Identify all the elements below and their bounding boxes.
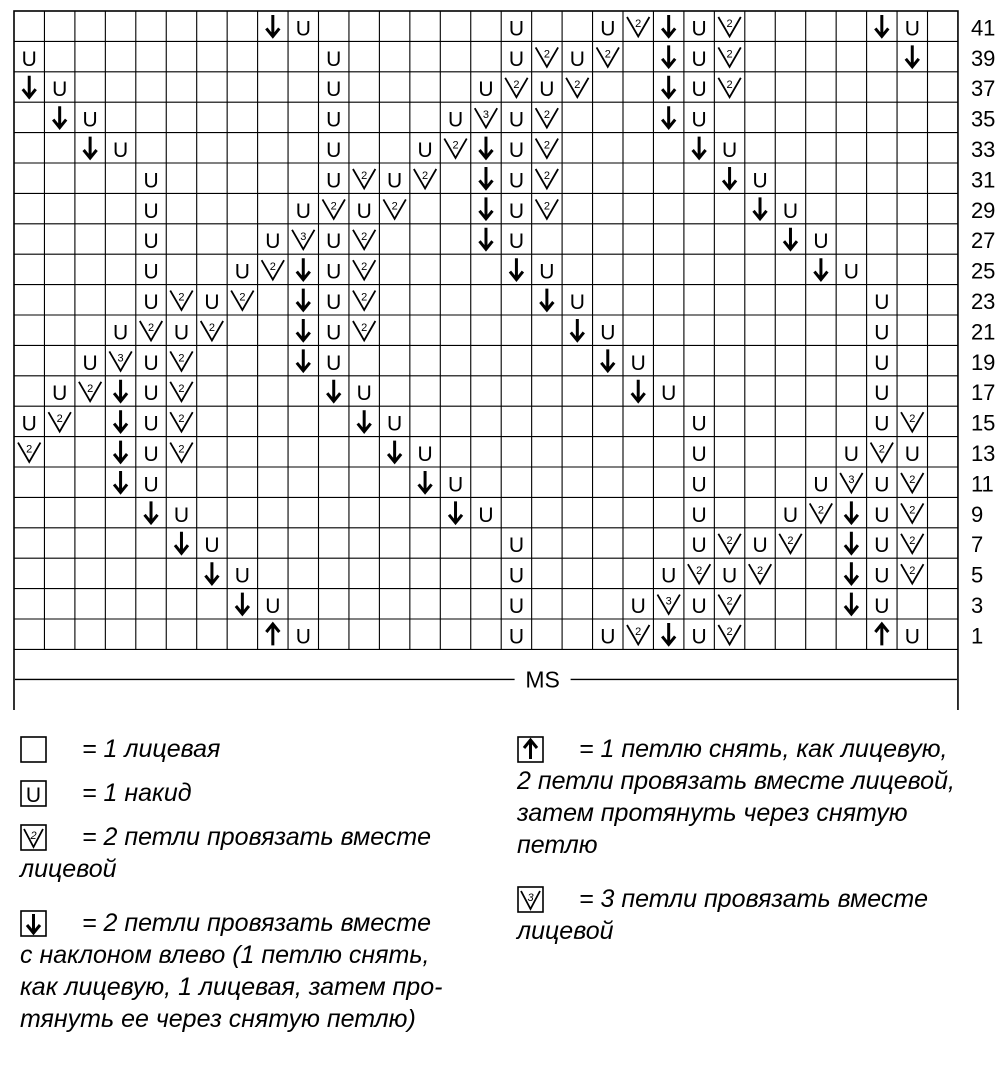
yarn-over-mark: U: [143, 169, 159, 193]
legend-k3tog-text: = 3 петли провязать вместе лицевой: [517, 885, 929, 945]
legend-left: [20, 733, 490, 1057]
legend-yarn-over-text: = 1 накид: [82, 779, 192, 807]
legend-yarn-over-symbol: [20, 780, 47, 807]
yarn-over-mark: U: [691, 595, 707, 618]
yarn-over-mark: U: [295, 625, 311, 649]
ssk-arrow-down: [662, 106, 675, 127]
yarn-over-mark: U: [874, 291, 890, 314]
ms-label: MS: [525, 666, 560, 693]
yarn-over-mark: U: [508, 534, 525, 558]
yarn-over-mark: U: [143, 199, 159, 223]
k2tog-label: 2: [208, 322, 215, 334]
k2tog-label: 2: [361, 170, 368, 182]
yarn-over-mark: U: [508, 47, 525, 71]
yarn-over-mark: U: [813, 230, 829, 254]
yarn-over-mark: U: [843, 260, 859, 284]
yarn-over-mark: U: [326, 139, 342, 162]
yarn-over-mark: U: [508, 169, 525, 193]
ssk-arrow-down: [23, 76, 36, 97]
ssk-arrow-down: [845, 562, 858, 583]
yarn-over-mark: U: [417, 139, 433, 162]
legend-k3tog-symbol: [517, 886, 544, 913]
yarn-over-mark: U: [112, 321, 129, 345]
k2tog-label: 2: [909, 504, 916, 517]
legend-yarn-over: [20, 777, 490, 821]
ssk-arrow-down: [662, 15, 675, 36]
ssk-arrow-down: [327, 380, 340, 401]
k2tog-label: 2: [269, 261, 276, 274]
yarn-over-mark: U: [112, 139, 129, 162]
legend-sk2p-text: = 1 петлю снять, как лицевую, 2 петли провязать вместе лицевой, затем протянуть через снятую петлю: [517, 735, 955, 859]
yarn-over-mark: U: [508, 17, 525, 41]
yarn-over-mark: U: [721, 139, 738, 162]
ssk-arrow-down: [297, 319, 310, 340]
yarn-over-mark: U: [904, 625, 920, 649]
k2tog-label: 2: [178, 352, 185, 365]
ssk-arrow-down: [540, 289, 553, 310]
yarn-over-mark: U: [569, 47, 585, 71]
k2tog-label: 2: [817, 504, 824, 517]
ssk-arrow-down: [84, 137, 97, 158]
yarn-over-mark: U: [204, 534, 220, 558]
yarn-over-mark: U: [539, 78, 555, 102]
k2tog-label: 2: [361, 261, 368, 274]
yarn-over-mark: U: [295, 17, 311, 41]
legend-knit: [20, 733, 490, 777]
yarn-over-mark: U: [691, 47, 707, 71]
row-number: 11: [970, 471, 994, 497]
ssk-arrow-down: [297, 289, 310, 310]
ssk-arrow-down: [388, 441, 401, 462]
yarn-over-mark: U: [143, 382, 159, 406]
yarn-over-mark: U: [691, 412, 707, 436]
yarn-over-mark: U: [661, 564, 677, 588]
k2tog-label: 2: [56, 413, 63, 426]
k3tog-label: 3: [117, 352, 124, 365]
k2tog-label: 2: [178, 413, 185, 426]
ssk-arrow-down: [175, 532, 188, 553]
ssk-arrow-down: [662, 76, 675, 97]
yarn-over-mark: U: [508, 139, 525, 162]
yarn-over-mark: U: [326, 230, 342, 254]
row-number: 15: [970, 410, 996, 436]
k2tog-label: 2: [909, 474, 916, 486]
row-number: 35: [970, 106, 996, 132]
ssk-arrow-down: [571, 319, 584, 340]
k2tog-label: 2: [726, 18, 733, 30]
sk2p-arrow-up: [875, 624, 888, 645]
yarn-over-mark: U: [265, 230, 281, 254]
yarn-over-mark: U: [782, 503, 799, 527]
row-number: 29: [970, 197, 996, 223]
yarn-over-mark: U: [691, 534, 707, 558]
ssk-arrow-down: [297, 349, 310, 370]
row-number: 33: [970, 137, 996, 162]
k2tog-label: 2: [878, 443, 885, 456]
ssk-arrow-down: [205, 562, 218, 583]
k2tog-label: 2: [635, 18, 642, 30]
k3tog-label: 3: [665, 595, 672, 608]
ssk-arrow-down: [145, 501, 158, 522]
yarn-over-mark: U: [752, 534, 768, 558]
ssk-arrow-down: [114, 380, 127, 401]
yarn-over-mark: U: [52, 382, 68, 406]
yarn-over-mark: U: [143, 260, 159, 284]
legend-right: [517, 733, 987, 969]
yarn-over-mark: U: [721, 564, 738, 588]
yarn-over-mark: U: [82, 108, 98, 132]
yarn-over-mark: U: [204, 291, 220, 314]
legend-ssk-text: = 2 петли провязать вместе с наклоном влево (1 петлю снять, как лицевую, 1 лицевая, затем про- тянуть ее через снятую петлю): [20, 909, 443, 1033]
yarn-over-mark: U: [326, 47, 342, 71]
yarn-over-mark: U: [630, 595, 646, 618]
k2tog-label: 2: [726, 534, 733, 547]
yarn-over-mark: U: [326, 260, 342, 284]
legend-k3tog: [517, 883, 987, 969]
yarn-over-mark: U: [326, 78, 342, 102]
legend-k2tog-text: = 2 петли провязать вместе лицевой: [20, 823, 432, 883]
yarn-over-mark: U: [478, 503, 494, 527]
yarn-over-mark: U: [600, 625, 616, 649]
yarn-over-mark: U: [387, 169, 403, 193]
k2tog-label: 2: [726, 595, 733, 608]
k2tog-label: 2: [543, 139, 550, 152]
yarn-over-mark: U: [508, 625, 525, 649]
yarn-over-mark: U: [356, 199, 372, 223]
legend-knit-symbol: [20, 736, 47, 763]
yarn-over-mark: U: [874, 412, 890, 436]
legend-k2tog-symbol: [20, 824, 47, 851]
ssk-arrow-down: [754, 197, 767, 218]
legend-ssk-symbol: [20, 910, 47, 937]
yarn-over-mark: U: [143, 230, 159, 254]
k2tog-label: 2: [361, 230, 368, 243]
k2tog-label: 2: [513, 78, 520, 91]
row-number: 39: [970, 45, 996, 71]
ssk-arrow-down: [297, 258, 310, 279]
yarn-over-mark: U: [447, 108, 464, 132]
yarn-over-glyph: U: [25, 784, 42, 807]
yarn-over-mark: U: [326, 169, 342, 193]
k2tog-label: 2: [909, 565, 916, 578]
yarn-over-mark: U: [52, 78, 68, 102]
ssk-arrow-down: [662, 623, 675, 644]
ssk-arrow-down: [693, 137, 706, 158]
ssk-arrow-down: [479, 137, 492, 158]
ssk-arrow-down: [114, 471, 127, 492]
row-number: 19: [970, 349, 996, 375]
yarn-over-mark: U: [874, 595, 890, 618]
legend-k2tog: [20, 821, 490, 907]
row-number: 21: [970, 319, 996, 345]
k2tog-label: 2: [726, 78, 733, 91]
k3tog-label: 3: [482, 109, 490, 122]
yarn-over-mark: U: [691, 473, 707, 497]
yarn-over-mark: U: [904, 443, 920, 466]
k2tog-label: 2: [726, 48, 733, 61]
yarn-over-mark: U: [326, 351, 342, 375]
ssk-arrow-down: [723, 167, 736, 188]
k3tog-label: 3: [848, 474, 855, 486]
row-number: 3: [970, 593, 984, 618]
yarn-over-mark: U: [569, 291, 585, 314]
yarn-over-mark: U: [874, 473, 890, 497]
k2tog-label: 2: [909, 413, 916, 426]
k2tog-label: 2: [87, 382, 94, 395]
yarn-over-mark: U: [21, 412, 37, 436]
k2tog-label: 2: [239, 291, 246, 304]
k3tog-glyph: 3: [527, 892, 534, 904]
ssk-arrow-down: [419, 471, 432, 492]
yarn-over-mark: U: [539, 260, 555, 284]
yarn-over-mark: U: [874, 382, 890, 406]
legend-sk2p-symbol: [517, 736, 544, 763]
k2tog-label: 2: [635, 626, 642, 638]
ssk-arrow-down: [358, 410, 371, 431]
yarn-over-mark: U: [326, 108, 342, 132]
yarn-over-mark: U: [691, 108, 707, 132]
yarn-over-mark: U: [326, 291, 342, 314]
k2tog-label: 2: [361, 291, 368, 304]
yarn-over-mark: U: [508, 564, 525, 588]
yarn-over-mark: U: [387, 412, 403, 436]
yarn-over-mark: U: [813, 473, 829, 497]
row-number: 31: [970, 167, 996, 193]
yarn-over-mark: U: [630, 351, 646, 375]
row-number: 17: [970, 380, 996, 406]
row-number: 9: [970, 501, 984, 527]
yarn-over-mark: U: [447, 473, 464, 497]
yarn-over-mark: U: [691, 78, 707, 102]
k2tog-label: 2: [422, 170, 429, 182]
k2tog-label: 2: [543, 170, 550, 182]
ssk-arrow-down: [479, 167, 492, 188]
k3tog-label: 3: [300, 230, 307, 243]
ssk-arrow-down: [632, 380, 645, 401]
yarn-over-mark: U: [143, 291, 159, 314]
k2tog-label: 2: [391, 200, 398, 213]
ssk-arrow-down: [266, 15, 279, 36]
yarn-over-mark: U: [661, 382, 677, 406]
yarn-over-mark: U: [691, 625, 707, 649]
k2tog-glyph: 2: [30, 830, 37, 842]
ssk-arrow-down: [875, 15, 888, 36]
k2tog-label: 2: [543, 48, 550, 61]
row-number: 37: [970, 76, 996, 102]
ssk-arrow-down: [845, 532, 858, 553]
yarn-over-mark: U: [691, 443, 707, 466]
yarn-over-mark: U: [874, 534, 890, 558]
yarn-over-mark: U: [508, 199, 525, 223]
yarn-over-mark: U: [600, 321, 616, 345]
row-number: 5: [970, 562, 984, 588]
k2tog-label: 2: [574, 78, 581, 91]
ssk-arrow-down: [479, 197, 492, 218]
ssk-arrow-down: [236, 593, 249, 614]
k2tog-label: 2: [543, 109, 550, 122]
k2tog-label: 2: [178, 443, 185, 456]
k2tog-label: 2: [147, 322, 155, 334]
yarn-over-mark: U: [417, 443, 433, 466]
yarn-over-mark: U: [234, 260, 250, 284]
yarn-over-mark: U: [82, 351, 98, 375]
yarn-over-mark: U: [143, 351, 159, 375]
yarn-over-mark: U: [508, 595, 525, 618]
ssk-arrow-down: [662, 45, 675, 66]
yarn-over-mark: U: [874, 503, 890, 527]
yarn-over-mark: U: [173, 503, 190, 527]
row-number: 41: [970, 15, 996, 41]
k2tog-label: 2: [330, 200, 337, 213]
k2tog-label: 2: [604, 48, 611, 61]
yarn-over-mark: U: [904, 17, 920, 41]
k2tog-label: 2: [26, 443, 33, 456]
legend-ssk: [20, 907, 490, 1057]
yarn-over-mark: U: [173, 321, 190, 345]
ssk-arrow-down: [449, 501, 462, 522]
ssk-arrow-down: [114, 441, 127, 462]
yarn-over-mark: U: [478, 78, 494, 102]
yarn-over-mark: U: [508, 108, 525, 132]
k2tog-label: 2: [726, 626, 733, 638]
k2tog-label: 2: [178, 382, 185, 395]
yarn-over-mark: U: [874, 564, 890, 588]
ssk-arrow-down: [53, 106, 66, 127]
k2tog-label: 2: [756, 565, 764, 578]
ssk-arrow-down: [845, 593, 858, 614]
ssk-arrow-down: [814, 258, 827, 279]
yarn-over-mark: U: [782, 199, 799, 223]
yarn-over-mark: U: [143, 443, 159, 466]
row-number: 23: [970, 289, 996, 314]
row-number: 27: [970, 228, 996, 254]
yarn-over-mark: U: [600, 17, 616, 41]
k2tog-label: 2: [696, 565, 703, 578]
legend-knit-text: = 1 лицевая: [82, 735, 221, 763]
ssk-arrow-down: [510, 258, 523, 279]
k2tog-label: 2: [361, 322, 368, 334]
ssk-arrow-down: [906, 45, 919, 66]
yarn-over-mark: U: [874, 351, 890, 375]
yarn-over-mark: U: [752, 169, 768, 193]
yarn-over-mark: U: [234, 564, 250, 588]
yarn-over-mark: U: [874, 321, 890, 345]
yarn-over-mark: U: [326, 321, 342, 345]
k2tog-label: 2: [543, 200, 550, 213]
k2tog-label: 2: [178, 291, 185, 304]
ssk-arrow-down: [114, 410, 127, 431]
k2tog-label: 2: [452, 139, 459, 152]
yarn-over-mark: U: [843, 443, 859, 466]
ssk-arrow-down: [845, 501, 858, 522]
row-number: 25: [970, 258, 996, 284]
yarn-over-mark: U: [691, 503, 707, 527]
ssk-arrow-down: [479, 228, 492, 249]
row-number: 13: [970, 441, 996, 466]
k2tog-label: 2: [787, 534, 794, 547]
yarn-over-mark: U: [143, 473, 159, 497]
yarn-over-mark: U: [21, 47, 37, 71]
sk2p-arrow-up: [266, 624, 279, 645]
ssk-arrow-down: [601, 349, 614, 370]
yarn-over-mark: U: [508, 230, 525, 254]
yarn-over-mark: U: [265, 595, 281, 618]
ssk-arrow-down: [784, 228, 797, 249]
yarn-over-mark: U: [356, 382, 372, 406]
k2tog-label: 2: [909, 534, 916, 547]
yarn-over-mark: U: [143, 412, 159, 436]
row-number: 7: [970, 532, 984, 558]
yarn-over-mark: U: [691, 17, 707, 41]
yarn-over-mark: U: [295, 199, 311, 223]
row-number: 1: [970, 623, 984, 649]
legend-sk2p: [517, 733, 987, 883]
